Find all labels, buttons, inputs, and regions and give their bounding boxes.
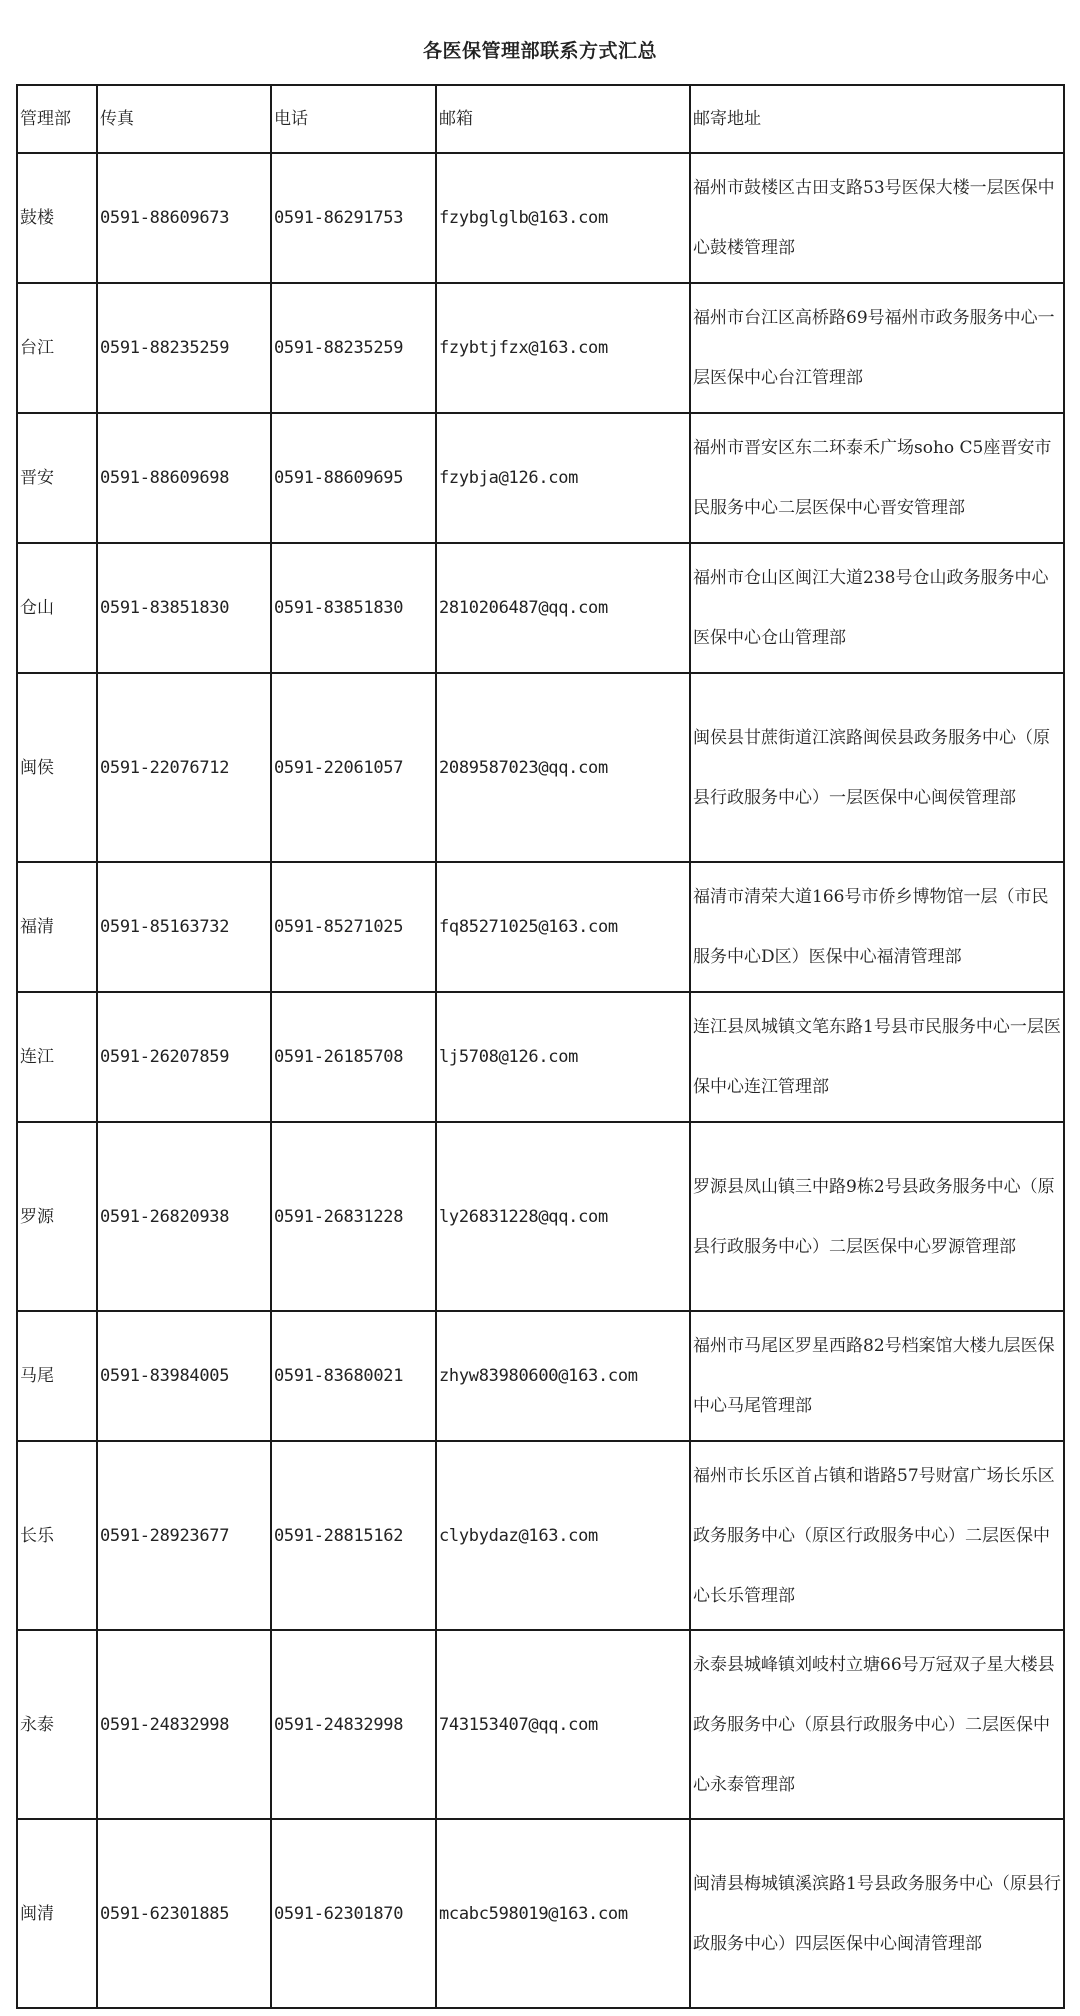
mail-cell: zhyw83980600@163.com (436, 1311, 690, 1441)
table-row (17, 1630, 1064, 1819)
fax-cell: 0591-88235259 (97, 283, 271, 413)
table-row (17, 1311, 1064, 1441)
table-row (17, 153, 1064, 283)
addr-cell: 福州市马尾区罗星西路82号档案馆大楼九层医保中心马尾管理部 (690, 1311, 1064, 1441)
tel-cell: 0591-88609695 (271, 413, 436, 543)
mail-cell: 743153407@qq.com (436, 1630, 690, 1819)
dept-cell: 晋安 (17, 413, 97, 543)
mail-cell: clybydaz@163.com (436, 1441, 690, 1630)
page-title: 各医保管理部联系方式汇总 (422, 40, 657, 62)
table-row (17, 1441, 1064, 1630)
mail-cell: ly26831228@qq.com (436, 1122, 690, 1311)
dept-cell: 台江 (17, 283, 97, 413)
dept-cell: 永泰 (17, 1630, 97, 1819)
header-dept: 管理部 (17, 85, 97, 153)
mail-cell: mcabc598019@163.com (436, 1819, 690, 2008)
dept-cell: 闽侯 (17, 673, 97, 862)
fax-cell: 0591-88609698 (97, 413, 271, 543)
addr-cell: 连江县凤城镇文笔东路1号县市民服务中心一层医保中心连江管理部 (690, 992, 1064, 1122)
table-row (17, 992, 1064, 1122)
addr-cell: 福州市台江区高桥路69号福州市政务服务中心一层医保中心台江管理部 (690, 283, 1064, 413)
fax-cell: 0591-26820938 (97, 1122, 271, 1311)
header-addr: 邮寄地址 (690, 85, 1064, 153)
table-row (17, 543, 1064, 673)
fax-cell: 0591-22076712 (97, 673, 271, 862)
header-mail: 邮箱 (436, 85, 690, 153)
mail-cell: fq85271025@163.com (436, 862, 690, 992)
table-row (17, 1122, 1064, 1311)
fax-cell: 0591-83984005 (97, 1311, 271, 1441)
fax-cell: 0591-26207859 (97, 992, 271, 1122)
tel-cell: 0591-83680021 (271, 1311, 436, 1441)
mail-cell: fzybja@126.com (436, 413, 690, 543)
dept-cell: 仓山 (17, 543, 97, 673)
mail-cell: 2810206487@qq.com (436, 543, 690, 673)
header-row (17, 85, 1064, 153)
mail-cell: lj5708@126.com (436, 992, 690, 1122)
table-row (17, 283, 1064, 413)
tel-cell: 0591-28815162 (271, 1441, 436, 1630)
tel-cell: 0591-88235259 (271, 283, 436, 413)
contacts-table (16, 84, 1065, 2009)
addr-cell: 闽侯县甘蔗街道江滨路闽侯县政务服务中心（原县行政服务中心）一层医保中心闽侯管理部 (690, 673, 1064, 862)
dept-cell: 鼓楼 (17, 153, 97, 283)
addr-cell: 福州市晋安区东二环泰禾广场soho C5座晋安市民服务中心二层医保中心晋安管理部 (690, 413, 1064, 543)
tel-cell: 0591-62301870 (271, 1819, 436, 2008)
table-row (17, 862, 1064, 992)
dept-cell: 福清 (17, 862, 97, 992)
addr-cell: 福州市仓山区闽江大道238号仓山政务服务中心医保中心仓山管理部 (690, 543, 1064, 673)
tel-cell: 0591-86291753 (271, 153, 436, 283)
addr-cell: 福清市清荣大道166号市侨乡博物馆一层（市民服务中心D区）医保中心福清管理部 (690, 862, 1064, 992)
table-row (17, 1819, 1064, 2008)
mail-cell: fzybglglb@163.com (436, 153, 690, 283)
tel-cell: 0591-26831228 (271, 1122, 436, 1311)
addr-cell: 闽清县梅城镇溪滨路1号县政务服务中心（原县行政服务中心）四层医保中心闽清管理部 (690, 1819, 1064, 2008)
fax-cell: 0591-85163732 (97, 862, 271, 992)
dept-cell: 闽清 (17, 1819, 97, 2008)
addr-cell: 永泰县城峰镇刘岐村立塘66号万冠双子星大楼县政务服务中心（原县行政服务中心）二层医保中心永泰管理部 (690, 1630, 1064, 1819)
mail-cell: 2089587023@qq.com (436, 673, 690, 862)
tel-cell: 0591-22061057 (271, 673, 436, 862)
dept-cell: 马尾 (17, 1311, 97, 1441)
dept-cell: 长乐 (17, 1441, 97, 1630)
tel-cell: 0591-85271025 (271, 862, 436, 992)
fax-cell: 0591-62301885 (97, 1819, 271, 2008)
dept-cell: 罗源 (17, 1122, 97, 1311)
tel-cell: 0591-83851830 (271, 543, 436, 673)
header-tel: 电话 (271, 85, 436, 153)
fax-cell: 0591-83851830 (97, 543, 271, 673)
fax-cell: 0591-24832998 (97, 1630, 271, 1819)
addr-cell: 罗源县凤山镇三中路9栋2号县政务服务中心（原县行政服务中心）二层医保中心罗源管理部 (690, 1122, 1064, 1311)
table-row (17, 413, 1064, 543)
tel-cell: 0591-26185708 (271, 992, 436, 1122)
addr-cell: 福州市鼓楼区古田支路53号医保大楼一层医保中心鼓楼管理部 (690, 153, 1064, 283)
table-row (17, 673, 1064, 862)
dept-cell: 连江 (17, 992, 97, 1122)
addr-cell: 福州市长乐区首占镇和谐路57号财富广场长乐区政务服务中心（原区行政服务中心）二层医保中心长乐管理部 (690, 1441, 1064, 1630)
tel-cell: 0591-24832998 (271, 1630, 436, 1819)
mail-cell: fzybtjfzx@163.com (436, 283, 690, 413)
fax-cell: 0591-28923677 (97, 1441, 271, 1630)
fax-cell: 0591-88609673 (97, 153, 271, 283)
header-fax: 传真 (97, 85, 271, 153)
